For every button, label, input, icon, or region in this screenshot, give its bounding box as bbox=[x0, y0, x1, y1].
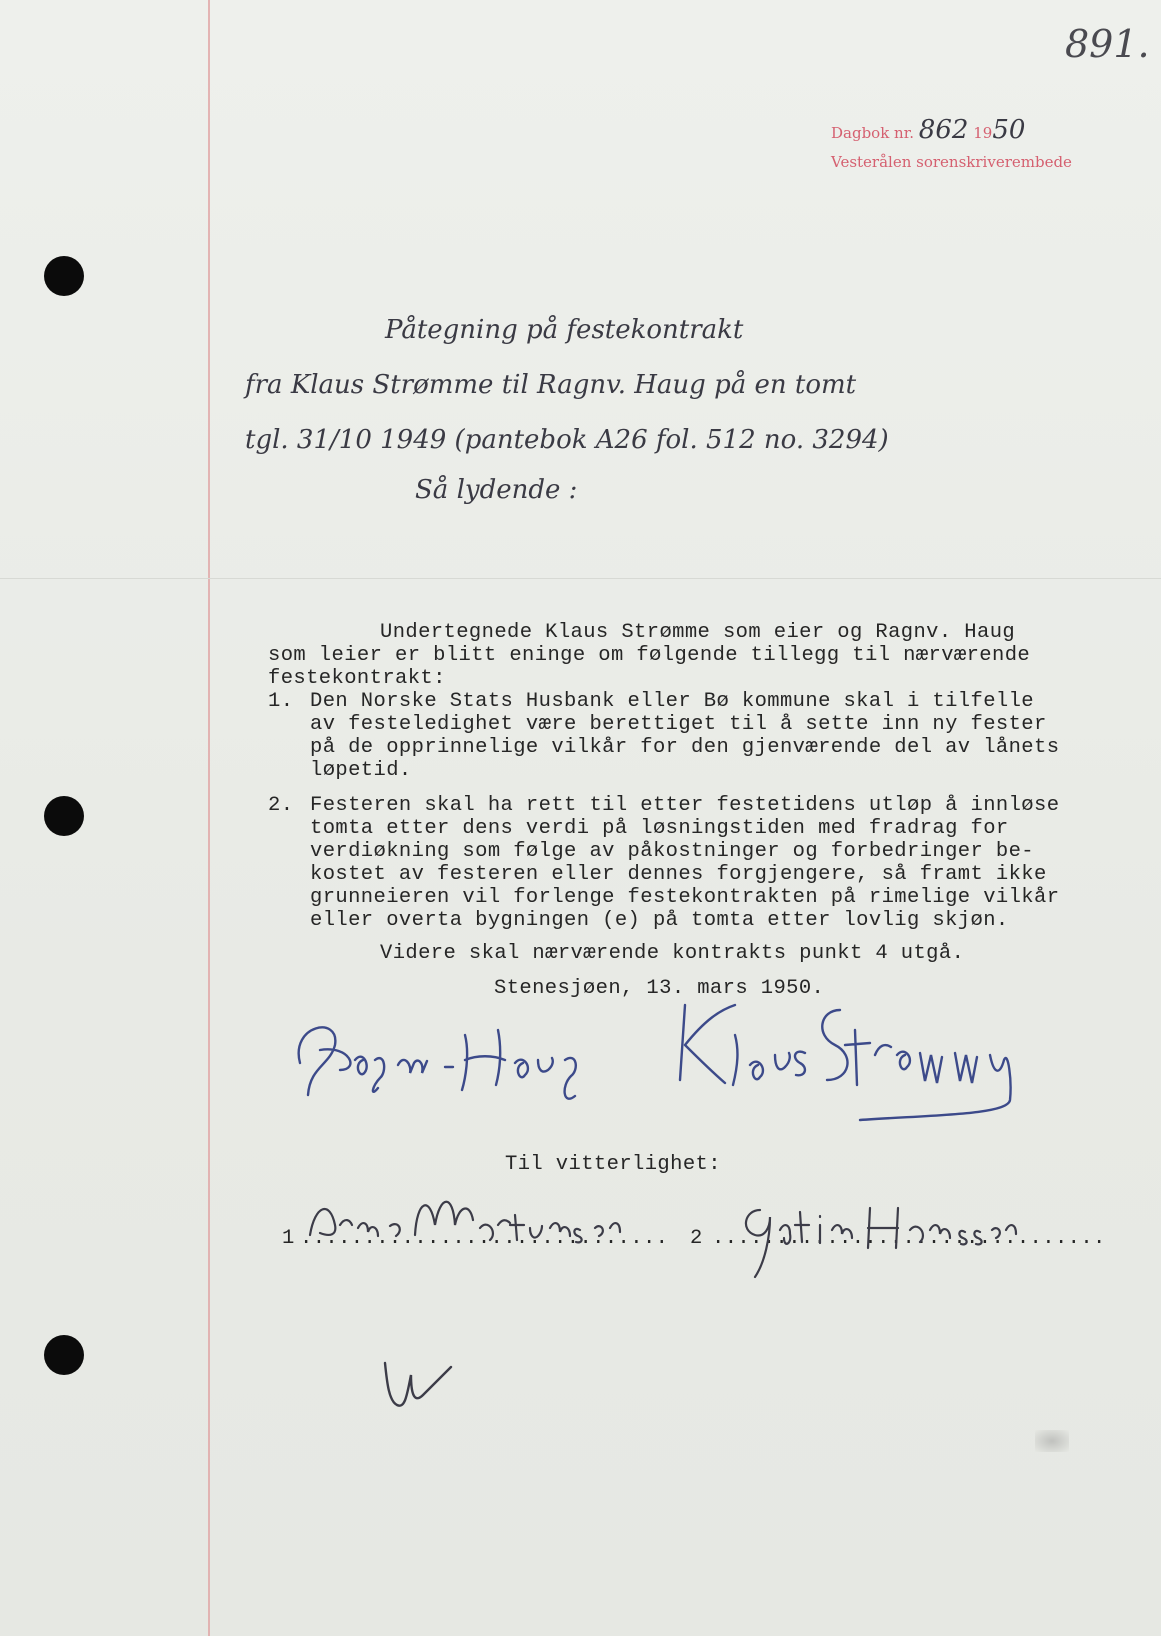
place-date: Stenesjøen, 13. mars 1950. bbox=[494, 977, 825, 1000]
item-2-line-5: grunneieren vil forlenge festekontrakten på rimelige vilkår bbox=[310, 886, 1060, 909]
item-1-line-4: løpetid. bbox=[310, 759, 412, 782]
item-2-line-6: eller overta bygningen (e) på tomta etter lovlig skjøn. bbox=[310, 909, 1009, 932]
fold-line bbox=[0, 578, 1161, 579]
stamp-year-prefix: 19 bbox=[973, 124, 993, 142]
witness-1-dots: ............................. bbox=[300, 1227, 669, 1250]
closing-line: Videre skal nærværende kontrakts punkt 4 utgå. bbox=[380, 942, 965, 965]
item-2-line-4: kostet av festeren eller dennes forgjengere, så framt ikke bbox=[310, 863, 1047, 886]
item-2-line-2: tomta etter dens verdi på løsningstiden med fradrag for bbox=[310, 817, 1009, 840]
item-2-line-1: Festeren skal ha rett til etter festetidens utløp å innløse bbox=[310, 794, 1060, 817]
handwritten-title: Påtegning på festekontrakt bbox=[385, 315, 744, 345]
handwritten-reference: tgl. 31/10 1949 (pantebok A26 fol. 512 no. 3294) bbox=[245, 425, 889, 455]
handwritten-parties: fra Klaus Strømme til Ragnv. Haug på en tomt bbox=[245, 370, 857, 400]
witness-2-dots: ............................... bbox=[712, 1227, 1106, 1250]
witness-heading: Til vitterlighet: bbox=[505, 1153, 721, 1176]
initial-mark bbox=[375, 1355, 455, 1420]
item-1-line-2: av festeledighet være berettiget til å sette inn ny fester bbox=[310, 713, 1047, 736]
stamp-year-suffix: 50 bbox=[992, 115, 1026, 145]
item-2-number: 2. bbox=[268, 794, 294, 817]
item-1-line-3: på de opprinnelige vilkår for den gjenværende del av lånets bbox=[310, 736, 1060, 759]
punch-hole-bottom bbox=[44, 1335, 84, 1375]
witness-2-signature bbox=[740, 1190, 1040, 1285]
witness-1-signature bbox=[300, 1190, 660, 1255]
stamp-prefix: Dagbok nr. bbox=[831, 124, 915, 142]
page-number: 891. bbox=[1065, 22, 1150, 66]
intro-line-2: som leier er blitt eninge om følgende tillegg til nærværende bbox=[268, 644, 1031, 667]
item-2-line-3: verdiøkning som følge av påkostninger og forbedringer be- bbox=[310, 840, 1035, 863]
punch-hole-middle bbox=[44, 796, 84, 836]
punch-hole-top bbox=[44, 256, 84, 296]
signature-ragnv-haug bbox=[280, 1005, 660, 1105]
witness-2-number: 2 bbox=[690, 1227, 703, 1250]
witness-1-number: 1 bbox=[282, 1227, 295, 1250]
signature-klaus-stromme bbox=[665, 995, 1125, 1115]
stamp-office: Vesterålen sorenskriverembede bbox=[831, 153, 1072, 171]
intro-line-3: festekontrakt: bbox=[268, 667, 446, 690]
margin-line bbox=[208, 0, 210, 1636]
item-1-number: 1. bbox=[268, 690, 294, 713]
handwritten-salutation: Så lydende : bbox=[415, 475, 578, 505]
item-1-line-1: Den Norske Stats Husbank eller Bø kommune skal i tilfelle bbox=[310, 690, 1035, 713]
intro-line-1: Undertegnede Klaus Strømme som eier og Ragnv. Haug bbox=[380, 621, 1016, 644]
stamp-entry-number: 862 bbox=[918, 115, 969, 145]
registry-stamp bbox=[831, 116, 1072, 177]
ink-smudge bbox=[1035, 1430, 1069, 1452]
